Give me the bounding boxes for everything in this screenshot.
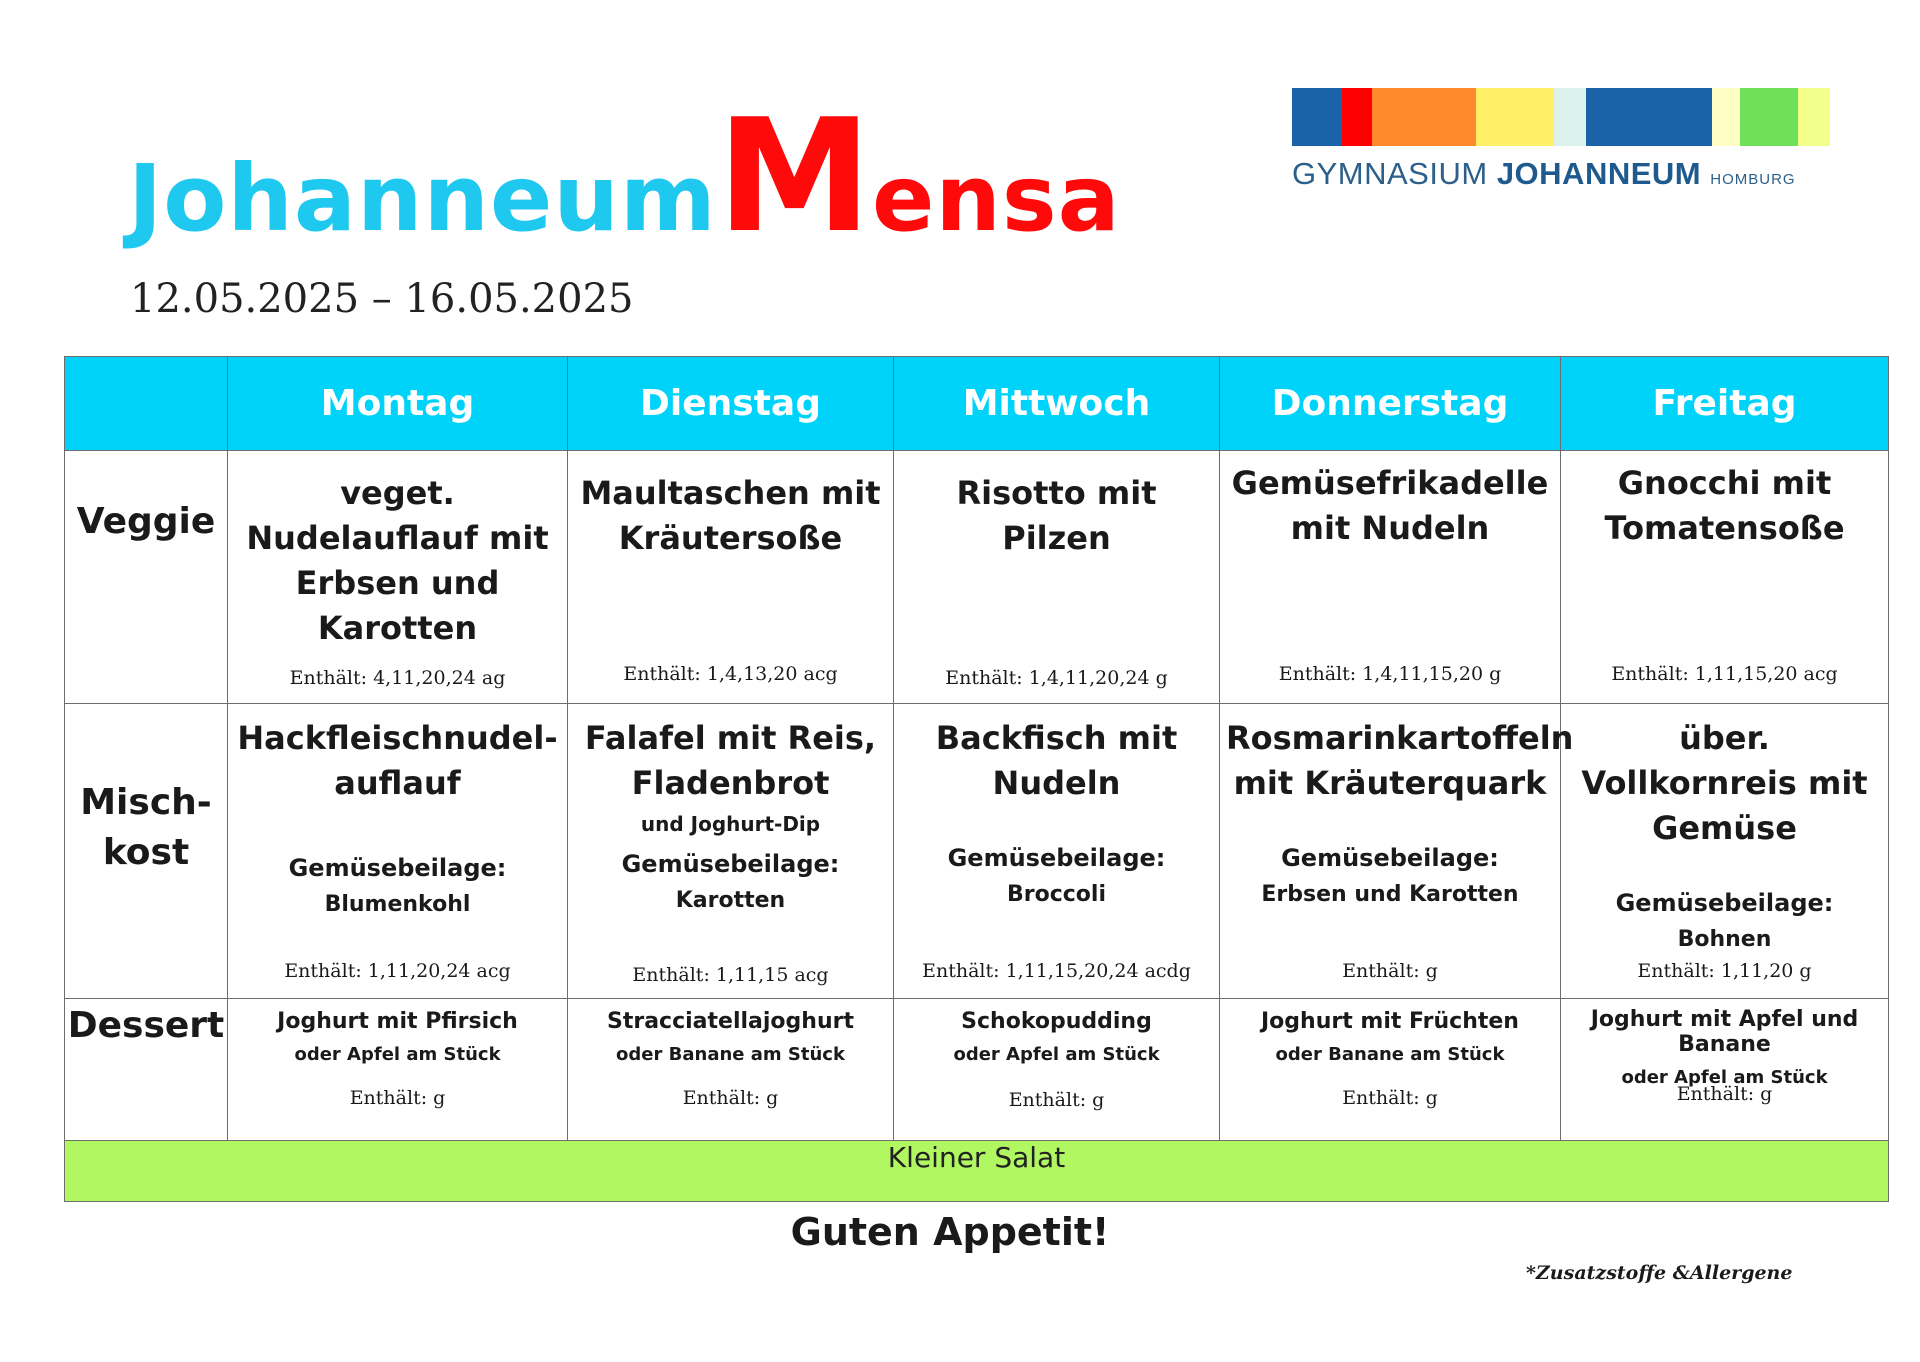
- dish-name: Rosmarinkartoffeln mit Kräuterquark: [1226, 719, 1574, 802]
- title-ensa: ensa: [872, 145, 1121, 252]
- day-header: Montag: [228, 357, 568, 451]
- dish-name: Hackfleischnudel-auflauf: [237, 719, 558, 802]
- veggie-cell: [894, 451, 1220, 704]
- logo-stripe: [1342, 88, 1372, 146]
- dessert-alternative: oder Apfel am Stück: [1621, 1067, 1828, 1088]
- side-dish: Broccoli: [1006, 882, 1106, 907]
- side-dish: Bohnen: [1677, 927, 1772, 952]
- header-row: [65, 357, 1889, 451]
- mischkost-cell: [568, 704, 894, 999]
- logo-stripe: [1740, 88, 1798, 146]
- logo-stripe: [1476, 88, 1554, 146]
- dish-name: Gemüsefrikadelle mit Nudeln: [1231, 464, 1549, 547]
- mischkost-cell: [228, 704, 568, 999]
- dish-name: veget. Nudelauflauf mit Erbsen und Karotten: [246, 474, 549, 647]
- allergen-info: Enthält: 1,4,11,15,20 g: [1278, 663, 1502, 685]
- veggie-cell: [1220, 451, 1561, 704]
- side-dish: Karotten: [675, 888, 786, 913]
- dish-name: Risotto mit Pilzen: [956, 474, 1157, 557]
- dish-extra: und Joghurt-Dip: [640, 812, 821, 836]
- allergen-footnote: *Zusatzstoffe &Allergene: [1526, 1262, 1793, 1284]
- logo-stripe: [1292, 88, 1342, 146]
- side-label: Gemüsebeilage:: [947, 844, 1166, 872]
- side-label: Gemüsebeilage:: [288, 854, 507, 882]
- veggie-cell: [568, 451, 894, 704]
- logo-text: [1292, 156, 1830, 192]
- date-range: 12.05.2025 – 16.05.2025: [130, 276, 634, 322]
- side-label: Gemüsebeilage:: [621, 850, 840, 878]
- weekly-menu-table: [64, 356, 1889, 1202]
- mischkost-cell: [1220, 704, 1574, 999]
- logo-stripe: [1554, 88, 1586, 146]
- dish-name: über. Vollkornreis mit Gemüse: [1581, 719, 1868, 847]
- dessert-alternative: oder Apfel am Stück: [294, 1044, 501, 1065]
- mischkost-row: [65, 704, 1889, 999]
- dish-name: Maultaschen mit Kräutersoße: [580, 474, 881, 557]
- dish-name: Gnocchi mit Tomatensoße: [1604, 464, 1845, 547]
- day-header: Donnerstag: [1220, 357, 1561, 451]
- allergen-info: Enthält: 1,11,20 g: [1637, 960, 1812, 982]
- allergen-info: Enthält: g: [1008, 1089, 1105, 1111]
- dessert-cell: [1220, 999, 1561, 1141]
- dessert-cell: [894, 999, 1220, 1141]
- dish-name: Backfisch mit Nudeln: [935, 719, 1178, 802]
- logo-text-regular: GYMNASIUM: [1292, 156, 1488, 191]
- dessert-name: Joghurt mit Apfel und Banane: [1590, 1007, 1859, 1057]
- closing-text: Guten Appetit!: [790, 1210, 1110, 1254]
- row-label-mischkost: Misch- kost: [65, 704, 228, 999]
- logo-stripe: [1798, 88, 1830, 146]
- veggie-cell: [228, 451, 568, 704]
- dessert-row: [65, 999, 1889, 1141]
- allergen-info: Enthält: g: [682, 1087, 779, 1109]
- mischkost-cell: [1561, 704, 1889, 999]
- veggie-row: [65, 451, 1889, 704]
- logo-text-small: HOMBURG: [1710, 171, 1796, 188]
- row-label-veggie: Veggie: [65, 451, 228, 704]
- allergen-info: Enthält: g: [1676, 1083, 1773, 1105]
- logo-stripe: [1712, 88, 1740, 146]
- dish-name: Falafel mit Reis, Fladenbrot: [584, 719, 877, 802]
- title-m: M: [716, 85, 873, 267]
- allergen-info: Enthält: 1,11,15,20 acg: [1611, 663, 1838, 685]
- dessert-alternative: oder Banane am Stück: [1275, 1044, 1505, 1065]
- day-header: Mittwoch: [894, 357, 1220, 451]
- dessert-cell: [228, 999, 568, 1141]
- logo-stripe: [1372, 88, 1476, 146]
- allergen-info: Enthält: g: [349, 1087, 446, 1109]
- school-logo: [1292, 88, 1830, 192]
- allergen-info: Enthält: g: [1342, 960, 1438, 982]
- allergen-info: Enthält: 1,4,13,20 acg: [623, 663, 838, 685]
- salad-row: [65, 1141, 1889, 1202]
- dessert-name: Schokopudding: [961, 1009, 1152, 1034]
- side-dish: Blumenkohl: [324, 892, 471, 917]
- dessert-alternative: oder Banane am Stück: [616, 1044, 845, 1065]
- day-header: Dienstag: [568, 357, 894, 451]
- allergen-info: Enthält: 4,11,20,24 ag: [289, 667, 506, 689]
- allergen-info: Enthält: 1,4,11,20,24 g: [945, 667, 1168, 689]
- dessert-cell: [1561, 999, 1889, 1141]
- title-johanneum: Johanneum: [128, 145, 717, 252]
- row-label-dessert: Dessert: [65, 999, 228, 1141]
- veggie-cell: [1561, 451, 1889, 704]
- side-dish: Erbsen und Karotten: [1261, 882, 1519, 907]
- day-header: Freitag: [1561, 357, 1889, 451]
- corner-cell: [65, 357, 228, 451]
- dessert-name: Stracciatellajoghurt: [607, 1009, 854, 1034]
- logo-text-bold: JOHANNEUM: [1496, 156, 1702, 191]
- allergen-info: Enthält: 1,11,15 acg: [632, 964, 829, 986]
- salad-cell: Kleiner Salat: [65, 1141, 1889, 1202]
- side-label: Gemüsebeilage:: [1281, 844, 1499, 872]
- allergen-info: Enthält: 1,11,20,24 acg: [284, 960, 511, 982]
- logo-color-bar: [1292, 88, 1830, 146]
- logo-stripe: [1586, 88, 1712, 146]
- dessert-name: Joghurt mit Pfirsich: [277, 1009, 518, 1034]
- mischkost-cell: [894, 704, 1220, 999]
- allergen-info: Enthält: 1,11,15,20,24 acdg: [922, 960, 1191, 982]
- allergen-info: Enthält: g: [1342, 1087, 1438, 1109]
- dessert-name: Joghurt mit Früchten: [1261, 1009, 1519, 1034]
- side-label: Gemüsebeilage:: [1615, 889, 1834, 917]
- menu-title: [128, 85, 1121, 267]
- dessert-cell: [568, 999, 894, 1141]
- dessert-alternative: oder Apfel am Stück: [953, 1044, 1160, 1065]
